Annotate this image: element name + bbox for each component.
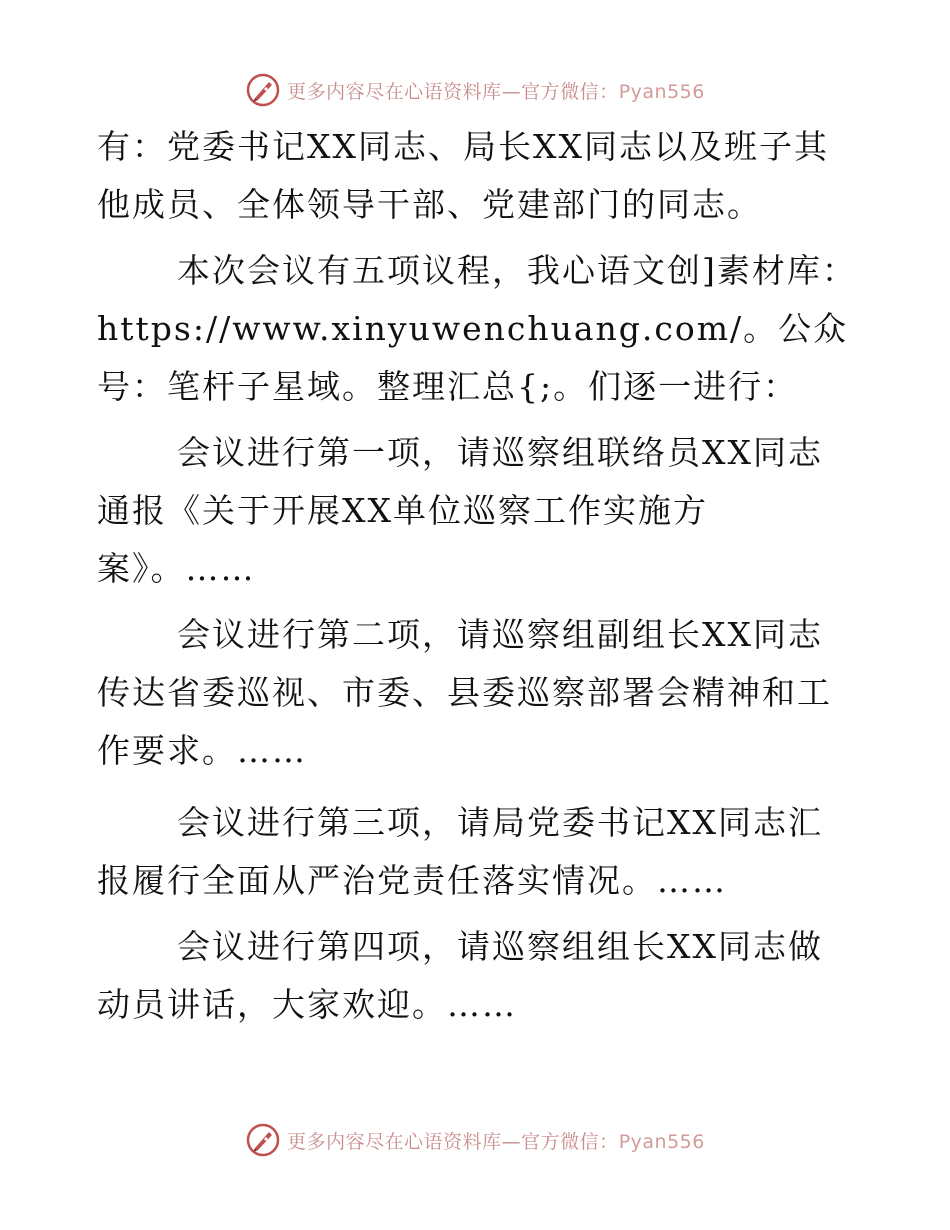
document-body: [97, 118, 857, 1034]
watermark-brand: 更多内容尽在心语资料库: [287, 1130, 502, 1153]
watermark-header: [0, 70, 950, 110]
paragraph-agenda-item-1: 会议进行第一项，请巡察组联络员XX同志通报《关于开展XX单位巡察工作实施方案》。……: [97, 433, 823, 588]
watermark-dash: —: [501, 80, 522, 103]
watermark-footer: [0, 1120, 950, 1160]
watermark-inner: [245, 1122, 705, 1158]
watermark-text: [287, 77, 705, 104]
paragraph-agenda-intro: 本次会议有五项议程，我心语文创]素材库：https://www.xinyuwenchuang.com/。公众号：笔杆子星域。整理汇总{;。们逐一进行：: [97, 251, 857, 406]
watermark-id: Pyan556: [618, 80, 705, 103]
watermark-inner: [245, 72, 705, 108]
watermark-brand: 更多内容尽在心语资料库: [287, 80, 502, 103]
watermark-dash: —: [501, 1130, 522, 1153]
pen-nib-icon: [245, 72, 281, 108]
paragraph-attendees: 有：党委书记XX同志、局长XX同志以及班子其他成员、全体领导干部、党建部门的同志。: [97, 127, 829, 224]
paragraph-agenda-item-2: 会议进行第二项，请巡察组副组长XX同志传达省委巡视、市委、县委巡察部署会精神和工作要求。……: [97, 615, 832, 770]
pen-nib-icon: [245, 1122, 281, 1158]
paragraph-agenda-item-4: 会议进行第四项，请巡察组组长XX同志做动员讲话，大家欢迎。……: [97, 927, 823, 1024]
watermark-id: Pyan556: [618, 1130, 705, 1153]
paragraph-agenda-item-3: 会议进行第三项，请局党委书记XX同志汇报履行全面从严治党责任落实情况。……: [97, 803, 823, 900]
watermark-text: [287, 1127, 705, 1154]
watermark-official: 官方微信：: [521, 1130, 619, 1153]
watermark-official: 官方微信：: [521, 80, 619, 103]
